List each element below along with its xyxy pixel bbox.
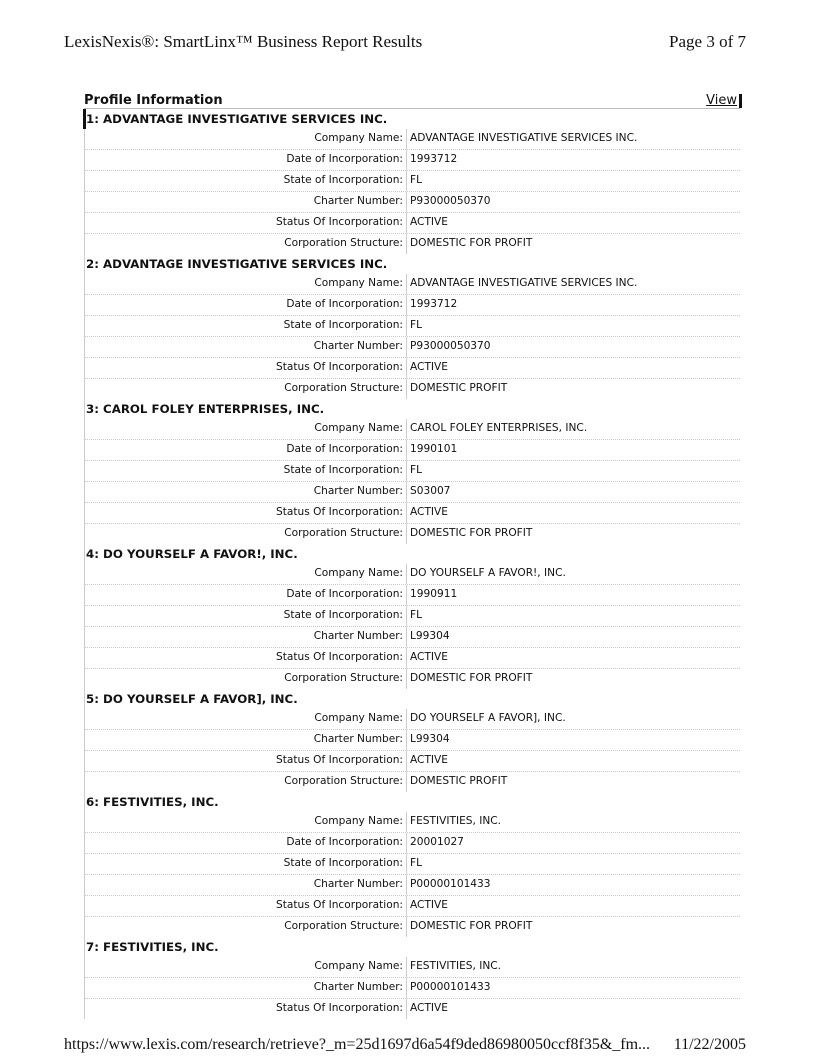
field-label: Status Of Incorporation: (276, 651, 403, 663)
field-value: ACTIVE (406, 358, 740, 378)
field-row (85, 482, 740, 503)
field-row (85, 812, 740, 833)
section-title: 3: CAROL FOLEY ENTERPRISES, INC. (86, 402, 325, 416)
field-row (85, 730, 740, 751)
field-row (85, 274, 740, 295)
field-value: 20001027 (406, 833, 740, 853)
field-value: P93000050370 (406, 337, 740, 357)
field-row (85, 978, 740, 999)
field-label: Date of Incorporation: (286, 298, 403, 310)
section-title: 2: ADVANTAGE INVESTIGATIVE SERVICES INC. (86, 257, 388, 271)
field-value: ACTIVE (406, 896, 740, 916)
field-row (85, 669, 740, 689)
field-label: Charter Number: (313, 630, 403, 642)
profile-sections (84, 109, 740, 1019)
field-label: Charter Number: (313, 878, 403, 890)
field-value: ACTIVE (406, 213, 740, 233)
field-value: ADVANTAGE INVESTIGATIVE SERVICES INC. (406, 274, 740, 294)
report-title: LexisNexis®: SmartLinx™ Business Report Results (64, 32, 423, 51)
field-row (85, 234, 740, 254)
field-row (85, 213, 740, 234)
field-row (85, 709, 740, 730)
field-row (85, 606, 740, 627)
profile-section (85, 399, 740, 544)
field-label: Charter Number: (313, 485, 403, 497)
field-value: FL (406, 606, 740, 626)
profile-report (84, 90, 740, 1019)
field-value: FESTIVITIES, INC. (406, 812, 740, 832)
field-row (85, 419, 740, 440)
profile-section (85, 544, 740, 689)
section-title: 4: DO YOURSELF A FAVOR!, INC. (86, 547, 298, 561)
section-title: 6: FESTIVITIES, INC. (86, 795, 219, 809)
field-value: ACTIVE (406, 648, 740, 668)
field-label: Corporation Structure: (284, 775, 403, 787)
section-title: 5: DO YOURSELF A FAVOR], INC. (86, 692, 298, 706)
field-row (85, 524, 740, 544)
profile-section (85, 109, 740, 254)
field-row (85, 171, 740, 192)
field-value: DOMESTIC FOR PROFIT (406, 524, 740, 544)
field-label: Corporation Structure: (284, 237, 403, 249)
field-value: DOMESTIC FOR PROFIT (406, 234, 740, 254)
profile-title: Profile Information (84, 93, 223, 108)
field-value: ACTIVE (406, 503, 740, 523)
field-value: S03007 (406, 482, 740, 502)
field-row (85, 751, 740, 772)
field-label: State of Incorporation: (283, 174, 403, 186)
field-value: DO YOURSELF A FAVOR], INC. (406, 709, 740, 729)
field-label: Status Of Incorporation: (276, 506, 403, 518)
field-row (85, 772, 740, 792)
field-value: L99304 (406, 730, 740, 750)
field-label: Date of Incorporation: (286, 836, 403, 848)
field-row (85, 192, 740, 213)
field-row (85, 295, 740, 316)
field-label: Status Of Incorporation: (276, 1002, 403, 1014)
field-value: 1993712 (406, 150, 740, 170)
field-label: Status Of Incorporation: (276, 899, 403, 911)
field-row (85, 917, 740, 937)
field-row (85, 999, 740, 1019)
field-label: Charter Number: (313, 981, 403, 993)
field-label: Status Of Incorporation: (276, 216, 403, 228)
field-row (85, 440, 740, 461)
page-footer (64, 1036, 746, 1054)
footer-date: 11/22/2005 (673, 1036, 746, 1053)
field-row (85, 627, 740, 648)
field-label: Date of Incorporation: (286, 588, 403, 600)
field-row (85, 957, 740, 978)
field-label: Company Name: (314, 712, 403, 724)
field-label: State of Incorporation: (283, 609, 403, 621)
field-label: Status Of Incorporation: (276, 754, 403, 766)
field-label: Charter Number: (313, 340, 403, 352)
field-value: FL (406, 854, 740, 874)
footer-url: https://www.lexis.com/research/retrieve?_m=25d1697d6a54f9ded86980050ccf8f35&_fm... (64, 1036, 651, 1053)
field-value: FL (406, 461, 740, 481)
field-row (85, 648, 740, 669)
field-value: DOMESTIC PROFIT (406, 379, 740, 399)
field-value: DOMESTIC FOR PROFIT (406, 917, 740, 937)
field-row (85, 585, 740, 606)
field-row (85, 358, 740, 379)
view-link[interactable]: View (706, 94, 742, 108)
profile-header (84, 90, 740, 109)
field-row (85, 896, 740, 917)
field-value: L99304 (406, 627, 740, 647)
field-value: ACTIVE (406, 751, 740, 771)
field-value: 1993712 (406, 295, 740, 315)
field-label: Charter Number: (313, 733, 403, 745)
field-row (85, 854, 740, 875)
field-label: Corporation Structure: (284, 920, 403, 932)
field-label: Corporation Structure: (284, 527, 403, 539)
field-row (85, 150, 740, 171)
profile-section (85, 792, 740, 937)
field-label: State of Incorporation: (283, 319, 403, 331)
field-label: Company Name: (314, 132, 403, 144)
section-title: 7: FESTIVITIES, INC. (86, 940, 219, 954)
field-row (85, 379, 740, 399)
field-label: Company Name: (314, 567, 403, 579)
field-row (85, 875, 740, 896)
field-label: Date of Incorporation: (286, 443, 403, 455)
field-label: Charter Number: (313, 195, 403, 207)
profile-section (85, 254, 740, 399)
field-row (85, 129, 740, 150)
field-label: Date of Incorporation: (286, 153, 403, 165)
field-value: P93000050370 (406, 192, 740, 212)
field-label: Corporation Structure: (284, 382, 403, 394)
field-value: ACTIVE (406, 999, 740, 1019)
field-label: Status Of Incorporation: (276, 361, 403, 373)
page-number: Page 3 of 7 (669, 32, 746, 51)
field-row (85, 564, 740, 585)
field-value: FL (406, 171, 740, 191)
field-label: Company Name: (314, 422, 403, 434)
field-value: DO YOURSELF A FAVOR!, INC. (406, 564, 740, 584)
field-value: 1990911 (406, 585, 740, 605)
profile-section (85, 937, 740, 1019)
field-value: DOMESTIC PROFIT (406, 772, 740, 792)
field-value: P00000101433 (406, 978, 740, 998)
field-value: FESTIVITIES, INC. (406, 957, 740, 977)
field-label: State of Incorporation: (283, 464, 403, 476)
field-row (85, 461, 740, 482)
field-label: Company Name: (314, 277, 403, 289)
field-label: Company Name: (314, 960, 403, 972)
field-row (85, 337, 740, 358)
field-value: DOMESTIC FOR PROFIT (406, 669, 740, 689)
field-row (85, 316, 740, 337)
page-header (64, 32, 746, 52)
field-label: State of Incorporation: (283, 857, 403, 869)
field-value: ADVANTAGE INVESTIGATIVE SERVICES INC. (406, 129, 740, 149)
field-value: CAROL FOLEY ENTERPRISES, INC. (406, 419, 740, 439)
field-row (85, 833, 740, 854)
field-row (85, 503, 740, 524)
field-label: Corporation Structure: (284, 672, 403, 684)
field-value: 1990101 (406, 440, 740, 460)
profile-section (85, 689, 740, 792)
field-label: Company Name: (314, 815, 403, 827)
section-title: 1: ADVANTAGE INVESTIGATIVE SERVICES INC. (83, 109, 740, 129)
field-value: FL (406, 316, 740, 336)
field-value: P00000101433 (406, 875, 740, 895)
